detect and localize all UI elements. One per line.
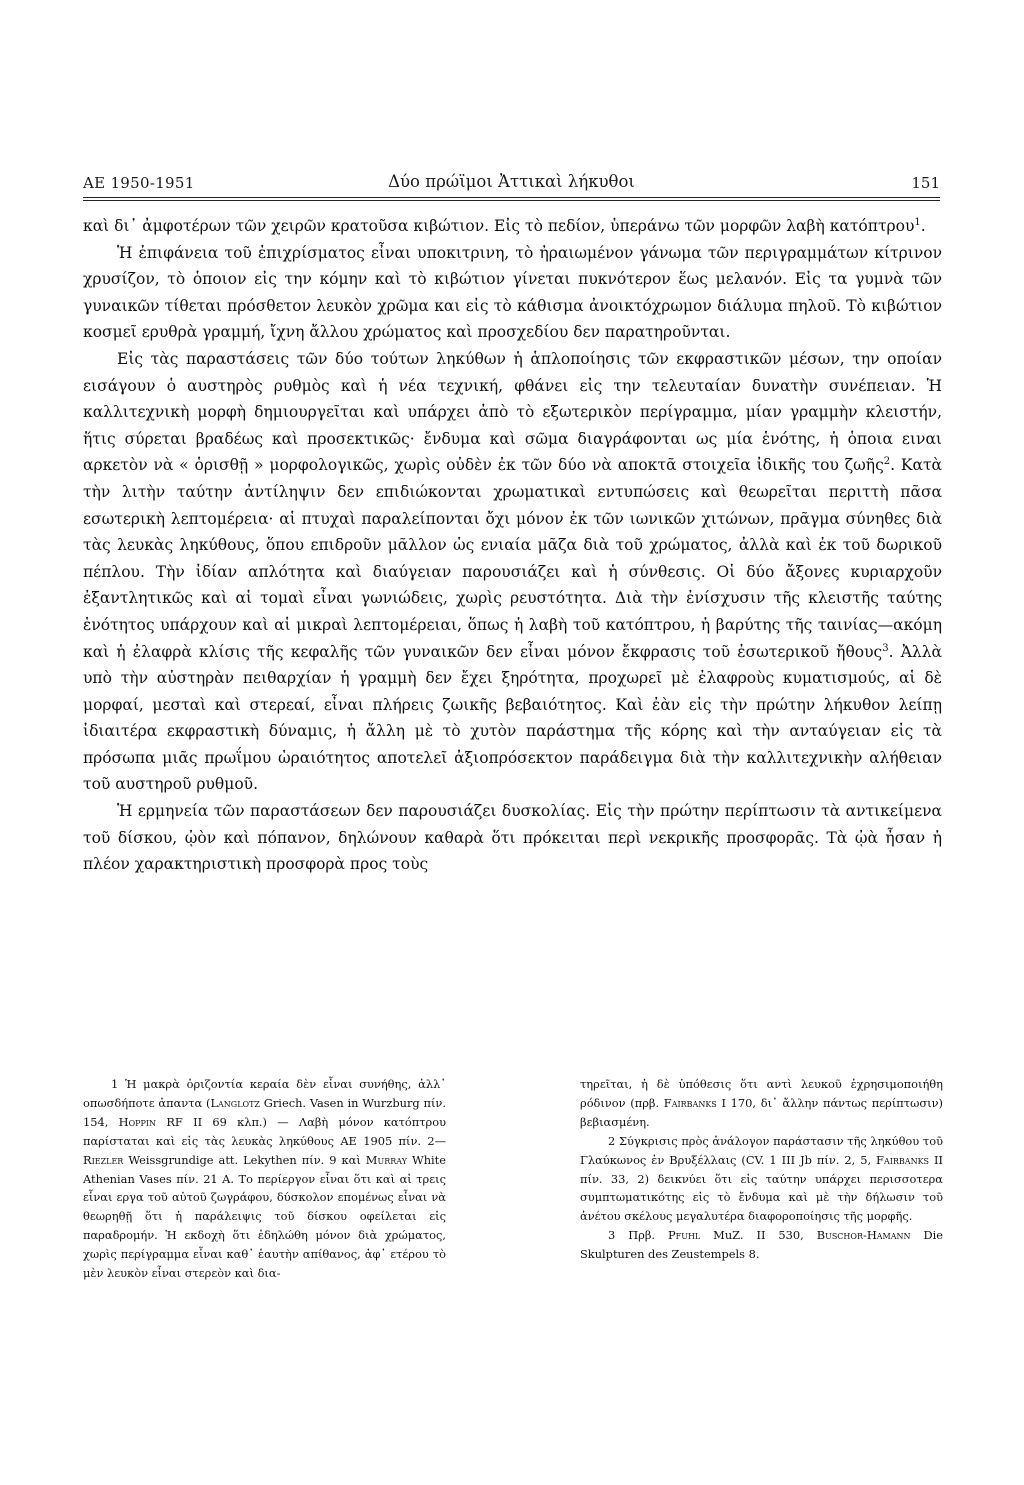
header-rule-lower — [83, 200, 940, 201]
paragraph-3: Εἰς τὰς παραστάσεις τῶν δύο τούτων ληκύθων ἡ ἁπλοποίησις τῶν εκφραστικῶν μέσων, την οποίαν εισάγουν ὁ αυστηρὸς ρυθμὸς καὶ ἡ νέα τεχνική, φθάνει εἰς την τελευταίαν δυνατὴν συνέπειαν. Ἡ καλλιτεχνικὴ μορφὴ δημιουργεῖται καὶ υπάρχει ἀπὸ τὸ εξωτερικὸν περίγραμμα, μίαν γραμμὴν κλειστήν, ἥτις σύρεται βραδέως καὶ προσεκτικῶς· ἔνδυμα καὶ σῶμα διαγράφονται ως μία ἑνότης, ἡ ὁποια ειναι αρκετὸν νὰ « ὁρισθῇ » μορφολογικῶς, χωρὶς οὐδὲν ἐκ τῶν δύο νὰ αποκτᾶ στοιχεῖα ἰδικῆς του ζωῆς$^2$. Κατὰ τὴν λιτὴν ταύτην ἀντίληψιν δεν επιδιώκονται χρωματικαὶ εντυπώσεις καὶ θεωρεῖται περιττὴ πᾶσα εσωτερικὴ λεπτομέρεια· αἱ πτυχαὶ παραλείπονται ὄχι μόνον ἐκ τῶν ιωνικῶν χιτώνων, πρᾶγμα σύνηθες διὰ τὰς λευκὰς ληκύθους, ὅπου επιδροῦν μᾶλλον ὡς ενιαία μᾶζα διὰ τοῦ χρώματος, ἀλλὰ καὶ ἐκ τοῦ δωρικοῦ πέπλου. Τὴν ἰδίαν απλότητα καὶ διαύγειαν παρουσιάζει καὶ ἡ σύνθεσις. Οἱ δύο ἄξονες κυριαρχοῦν ἐξαντλητικῶς καὶ αἱ τομαὶ εἶναι γωνιώδεις, χωρὶς ρευστότητα. Διὰ τὴν ἐνίσχυσιν τῆς κλειστῆς ταύτης ἑνότητος υπάρχουν καὶ αἱ μικραὶ λεπτομέρειαι, ὅπως ἡ λαβὴ τοῦ κατόπτρου, ἡ βαρύτης τῆς ταινίας—ακόμη καὶ ἡ ἐλαφρὰ κλίσις τῆς κεφαλῆς τῶν γυναικῶν δεν εἶναι μόνον ἔκφρασις τοῦ ἐσωτερικοῦ ἤθους$^3$. Ἀλλὰ υπὸ τὴν αὐστηρὰν πειθαρχίαν ἡ γραμμὴ δεν ἔχει ξηρότητα, προχωρεῖ μὲ ἐλαφροὺς κυματισμούς, αἱ δὲ μορφαί, μεσταὶ καὶ στερεαί, εἶναι πλήρεις ζωικῆς βεβαιότητος. Καὶ ἐὰν εἰς τὴν πρώτην λήκυθον λείπῃ ἰδιαιτέρα εκφραστικὴ δύναμις, ἡ ἄλλη μὲ τὸ χυτὸν παράστημα τῆς κόρης καὶ τὴν ανταύγειαν εἰς τὰ πρόσωπα μιᾶς πρωΐμου ὡραιότητος αποτελεῖ ἀξιοπρόσεκτον παράδειγμα διὰ τὴν καλλιτεχνικὴν αλήθειαν τοῦ αυστηροῦ ρυθμοῦ. — [83, 349, 943, 794]
footnote-3: 3 Πρβ. Pfuhl MuZ. II 530, Buschor-Hamann Die Skulpturen des Zeustempels 8. — [580, 1228, 943, 1262]
paragraph-1: καὶ δι᾽ ἀμφοτέρων τῶν χειρῶν κρατοῦσα κιβώτιον. Εἰς τὸ πεδίον, ὑπεράνω τῶν μορφῶν λαβὴ κατόπτρου$^1$. — [83, 216, 926, 235]
main-text — [83, 213, 942, 878]
footnote-ref-1: 1 — [914, 216, 921, 228]
footnote-ref-2: 2 — [883, 456, 891, 468]
page-number: 151 — [911, 174, 940, 192]
running-title: Δύο πρώϊμοι Ἀττικαὶ λήκυθοι — [388, 172, 635, 191]
paragraph-2: Ἡ ἐπιφάνεια τοῦ ἐπιχρίσματος εἶναι υποκιτρινη, τὸ ἠραιωμένον γάνωμα τῶν περιγραμμάτων κίτρινον χρυσίζον, τὸ ὁποιον εἰς την κόμην καὶ τὸ κιβώτιον γίνεται πυκνότερον ἕως μελανόν. Εἰς τα γυμνὰ τῶν γυναικῶν τίθεται πρόσθετον λευκὸν χρῶμα και εἰς τὸ κάθισμα ἀνοικτόχρωμον διάλυμα πηλοῦ. Τὸ κιβώτιον κοσμεῖ ερυθρὰ γραμμή, ἴχνη ἄλλου χρώματος καὶ προσχεδίου δεν παρατηροῦνται. — [83, 243, 942, 342]
footnote-2: 2 Σύγκρισις πρὸς ἀνάλογον παράστασιν τῆς ληκύθου τοῦ Γλαύκωνος ἐν Βρυξέλλαις (CV. 1 III Jb πίν. 2, 5, Fairbanks II πίν. 33, 2) δεικνύει ὅτι εἰς ταύτην υπάρχει περισσοτερα συμπτωματικότης εἰς τὸ ἔνδυμα καὶ μὲ τὴν δήλωσιν τοῦ ἀνέτου σκέλους μεγαλυτέρα διαφοροποίησις τῆς μορφῆς. — [580, 1133, 944, 1224]
footnotes-left-column — [83, 1075, 446, 1283]
journal-reference: AE 1950-1951 — [83, 174, 195, 192]
footnote-1: 1 Ἡ μακρὰ ὁριζοντία κεραία δὲν εἶναι συνήθης, ἀλλ᾽ οπωσδήποτε ἀπαντα (Langlotz Griech. Vasen in Wurzburg πίν. 154, Hoppin RF II 69 κλπ.) — Λαβὴ μόνον κατόπτρου παρίσταται καὶ εἰς τὰς λευκὰς ληκύθους AE 1905 πίν. 2—Riezler Weissgrundige att. Lekythen πίν. 9 καὶ Murray White Athenian Vases πίν. 21 A. Το περίεργον εἶναι ὅτι καὶ αἱ τρεις εἶναι εργα τοῦ αὐτοῦ ζωγράφου, δύσκολον επομένως εἶναι νὰ θεωρηθῇ ὅτι ἡ παράλειψις τοῦ δίσκου οφείλεται εἰς παραδρομήν. Ἡ εκδοχὴ ὅτι ἐδηλώθη μόνον διὰ χρώματος, χωρὶς περίγραμμα εἶναι καθ᾽ ἑαυτὴν απίθανος, ἀφ᾽ ετέρου τὸ μὲν λευκὸν εἶναι στερεὸν καὶ δια- — [83, 1077, 446, 1281]
footnote-1-continued: τηρεῖται, ἡ δὲ ὑπόθεσις ὅτι αντὶ λευκοῦ ἐχρησιμοποιήθη ρόδινον (πρβ. Fairbanks I 170, δι᾽ ἄλλην πάντως περίπτωσιν) βεβιασμένη. — [580, 1077, 943, 1129]
running-head — [83, 172, 940, 196]
header-rule-upper — [83, 197, 940, 198]
footnotes — [83, 1075, 943, 1283]
footnotes-right-column — [580, 1075, 943, 1283]
footnote-ref-3: 3 — [882, 642, 889, 654]
paragraph-4: Ἡ ερμηνεία τῶν παραστάσεων δεν παρουσιάζει δυσκολίας. Εἰς τὴν πρώτην περίπτωσιν τὰ αντικείμενα τοῦ δίσκου, ᾠὸν καὶ πόπανον, δηλώνουν καθαρὰ ὅτι πρόκειται περὶ νεκρικῆς προσφορᾶς. Τὰ ᾠὰ ἦσαν ἡ πλέον χαρακτηριστικὴ προσφορὰ προς τοὺς — [83, 802, 942, 874]
